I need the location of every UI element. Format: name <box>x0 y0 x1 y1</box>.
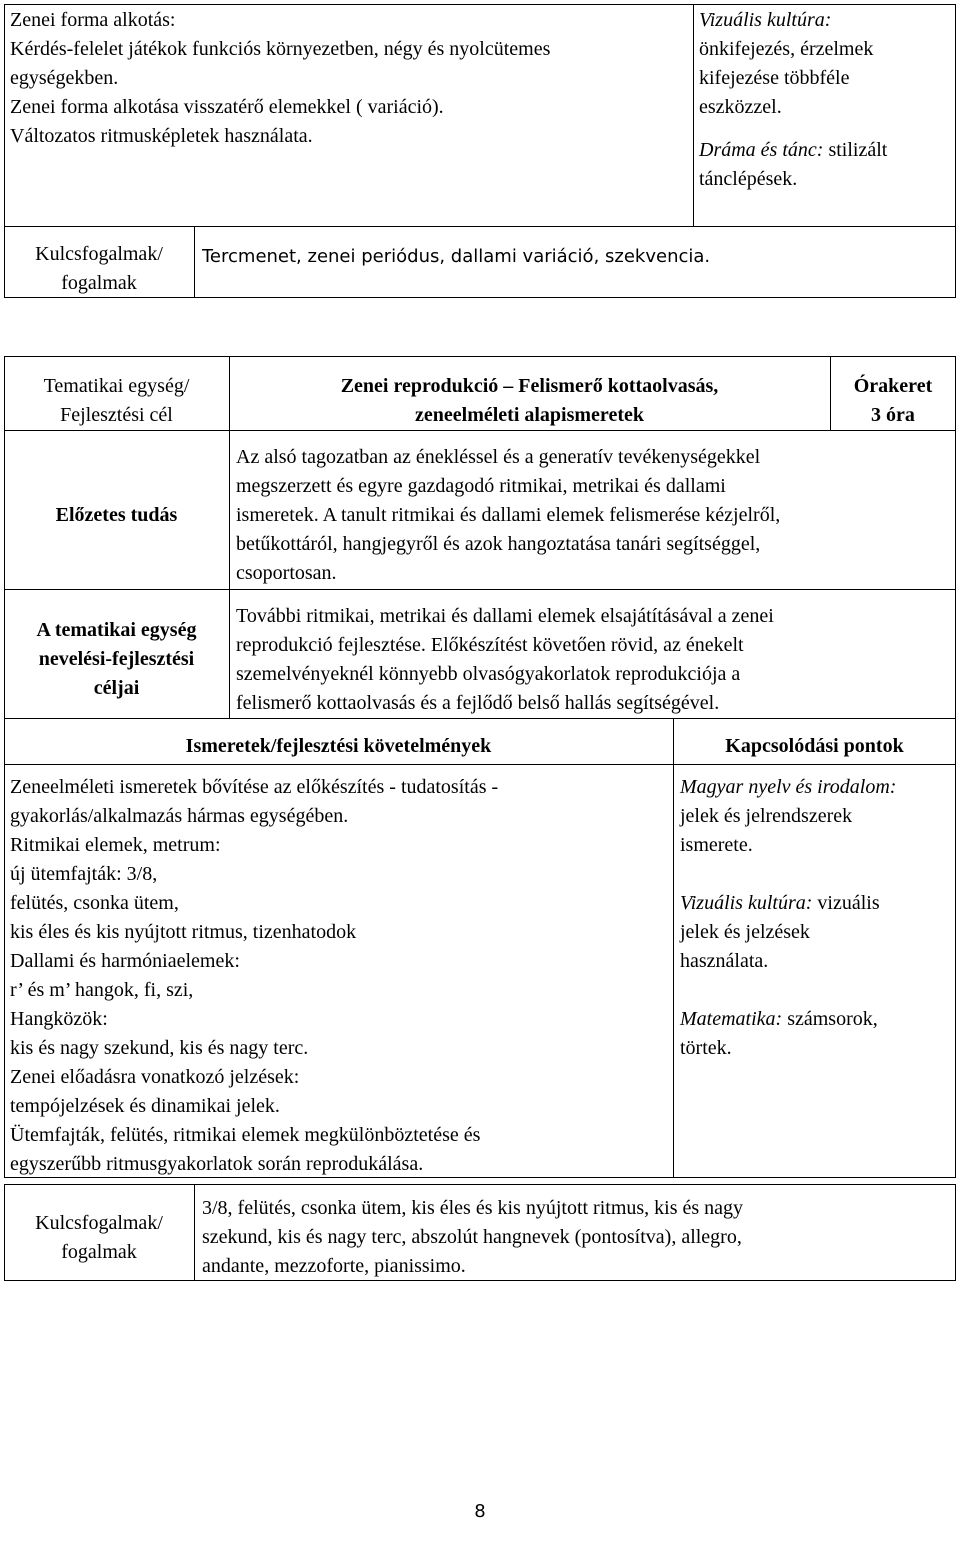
kulcs-label-line: Kulcsfogalmak/ <box>35 243 163 265</box>
kapcsolodasi-content <box>680 773 896 1063</box>
celjai-label <box>4 616 229 703</box>
main-divider-ismeretek <box>4 718 956 719</box>
celjai-label-line: A tematikai egység <box>36 619 197 641</box>
text-line: Zenei forma alkotás: <box>10 9 176 31</box>
kp-matek-line <box>680 1005 896 1034</box>
unit-title-line: Zenei reprodukció – Felismerő kottaolvasás, <box>340 375 719 397</box>
unit-title-line: zeneelméleti alapismeretek <box>415 404 644 426</box>
text-line: csoportosan. <box>236 562 337 584</box>
kp-vizualis-label: Vizuális kultúra: <box>680 892 813 914</box>
text-line: ismeretek. A tanult ritmikai és dallami elemek felismerése kézjelről, <box>236 504 781 526</box>
text-line: egyszerűbb ritmusgyakorlatok során reprodukálása. <box>10 1153 424 1175</box>
text-line: r’ és m’ hangok, fi, szi, <box>10 979 194 1001</box>
elozetes-tudas-label: Előzetes tudás <box>55 504 178 526</box>
text-line: gyakorlás/alkalmazás hármas egységében. <box>10 805 349 827</box>
text-line: andante, mezzoforte, pianissimo. <box>202 1255 466 1277</box>
text-line: kis éles és kis nyújtott ritmus, tizenhatodok <box>10 921 357 943</box>
kulcs-label-line: fogalmak <box>61 1241 137 1263</box>
kulcs-label-line: fogalmak <box>61 272 137 294</box>
text-line: felütés, csonka ütem, <box>10 892 179 914</box>
celjai-content <box>236 602 774 718</box>
main-divider-header <box>4 430 956 431</box>
vizualis-kultura-label: Vizuális kultúra: <box>699 9 832 31</box>
unit-title <box>229 372 830 430</box>
text-line: Hangközök: <box>10 1008 108 1030</box>
text-line: kis és nagy szekund, kis és nagy terc. <box>10 1037 309 1059</box>
top-left-content <box>10 6 550 151</box>
celjai-label-line: céljai <box>93 677 140 699</box>
kp-vizualis-line <box>680 889 896 918</box>
orakeret <box>830 372 956 430</box>
text-line: Zenei előadásra vonatkozó jelzések: <box>10 1066 300 1088</box>
ismeretek-header: Ismeretek/fejlesztési követelmények <box>185 735 492 757</box>
top-table-kulcs-divider <box>194 226 195 298</box>
text-line: Ütemfajták, felütés, ritmikai elemek megkülönböztetése és <box>10 1124 481 1146</box>
kp-matek-text: számsorok, <box>787 1008 878 1030</box>
text-line: megszerzett és egyre gazdagodó ritmikai, metrikai és dallami <box>236 475 726 497</box>
text-line: jelek és jelrendszerek <box>680 805 853 827</box>
main-divider-celjai <box>4 589 956 590</box>
top-table-divider-vertical <box>693 4 694 226</box>
top-kulcs-label <box>4 240 194 298</box>
bottom-kulcs-label <box>4 1209 194 1267</box>
orakeret-label: Órakeret <box>853 375 933 397</box>
text-line: törtek. <box>680 1037 732 1059</box>
bottom-kulcs-content <box>202 1194 743 1281</box>
text-line: Zeneelméleti ismeretek bővítése az előkészítés - tudatosítás - <box>10 776 499 798</box>
kp-magyar-label: Magyar nyelv és irodalom: <box>680 776 897 798</box>
text-line: reprodukció fejlesztése. Előkészítést követően rövid, az énekelt <box>236 634 744 656</box>
kp-matek-label: Matematika: <box>680 1008 783 1030</box>
text-line: szekund, kis és nagy terc, abszolút hangnevek (pontosítva), allegro, <box>202 1226 742 1248</box>
top-table-divider-horizontal <box>4 226 956 227</box>
text-line: Az alsó tagozatban az énekléssel és a generatív tevékenységekkel <box>236 446 761 468</box>
drama-tanc-label: Dráma és tánc: <box>699 139 824 161</box>
text-line: Ritmikai elemek, metrum: <box>10 834 221 856</box>
main-divider-kapcsolodasi <box>673 718 674 1178</box>
main-divider-subheader <box>4 764 956 765</box>
kapcsolodasi-header: Kapcsolódási pontok <box>725 735 904 757</box>
elozetes-tudas-content <box>236 443 780 588</box>
text-line: ismerete. <box>680 834 753 856</box>
orakeret-value: 3 óra <box>871 404 915 426</box>
text-line: További ritmikai, metrikai és dallami elemek elsajátításával a zenei <box>236 605 774 627</box>
text-line: önkifejezés, érzelmek <box>699 38 874 60</box>
tematikai-line: Tematikai egység/ <box>43 375 190 397</box>
text-line: tánclépések. <box>699 168 798 190</box>
bottom-table-divider <box>194 1184 195 1281</box>
text-line: tempójelzések és dinamikai jelek. <box>10 1095 280 1117</box>
top-right-content <box>699 6 887 194</box>
kp-vizualis-text: vizuális <box>817 892 880 914</box>
text-line: kifejezése többféle <box>699 67 850 89</box>
ismeretek-content <box>10 773 498 1179</box>
text-line: Kérdés-felelet játékok funkciós környezetben, négy és nyolcütemes <box>10 38 551 60</box>
text-line: használata. <box>680 950 769 972</box>
text-line: szemelvényeknél könnyebb olvasógyakorlatok reprodukciója a <box>236 663 741 685</box>
kulcs-label-line: Kulcsfogalmak/ <box>35 1212 163 1234</box>
text-line: felismerő kottaolvasás és a fejlődő belső hallás segítségével. <box>236 692 720 714</box>
text-line: jelek és jelzések <box>680 921 810 943</box>
text-line: Változatos ritmusképletek használata. <box>10 125 313 147</box>
top-kulcs-text: Tercmenet, zenei periódus, dallami variáció, szekvencia. <box>202 246 711 267</box>
text-line: 3/8, felütés, csonka ütem, kis éles és kis nyújtott ritmus, kis és nagy <box>202 1197 744 1219</box>
text-line: egységekben. <box>10 67 119 89</box>
text-line: Dallami és harmóniaelemek: <box>10 950 240 972</box>
text-line: eszközzel. <box>699 96 782 118</box>
tematikai-label <box>4 372 229 430</box>
drama-tanc-text: stilizált <box>828 139 888 161</box>
text-line: új ütemfajták: 3/8, <box>10 863 158 885</box>
drama-tanc-line <box>699 136 887 165</box>
tematikai-line: Fejlesztési cél <box>60 404 173 426</box>
page-number: 8 <box>474 1501 486 1522</box>
text-line: betűkottáról, hangjegyről és azok hangoztatása tanári segítséggel, <box>236 533 761 555</box>
celjai-label-line: nevelési-fejlesztési <box>38 648 195 670</box>
text-line: Zenei forma alkotása visszatérő elemekkel ( variáció). <box>10 96 444 118</box>
